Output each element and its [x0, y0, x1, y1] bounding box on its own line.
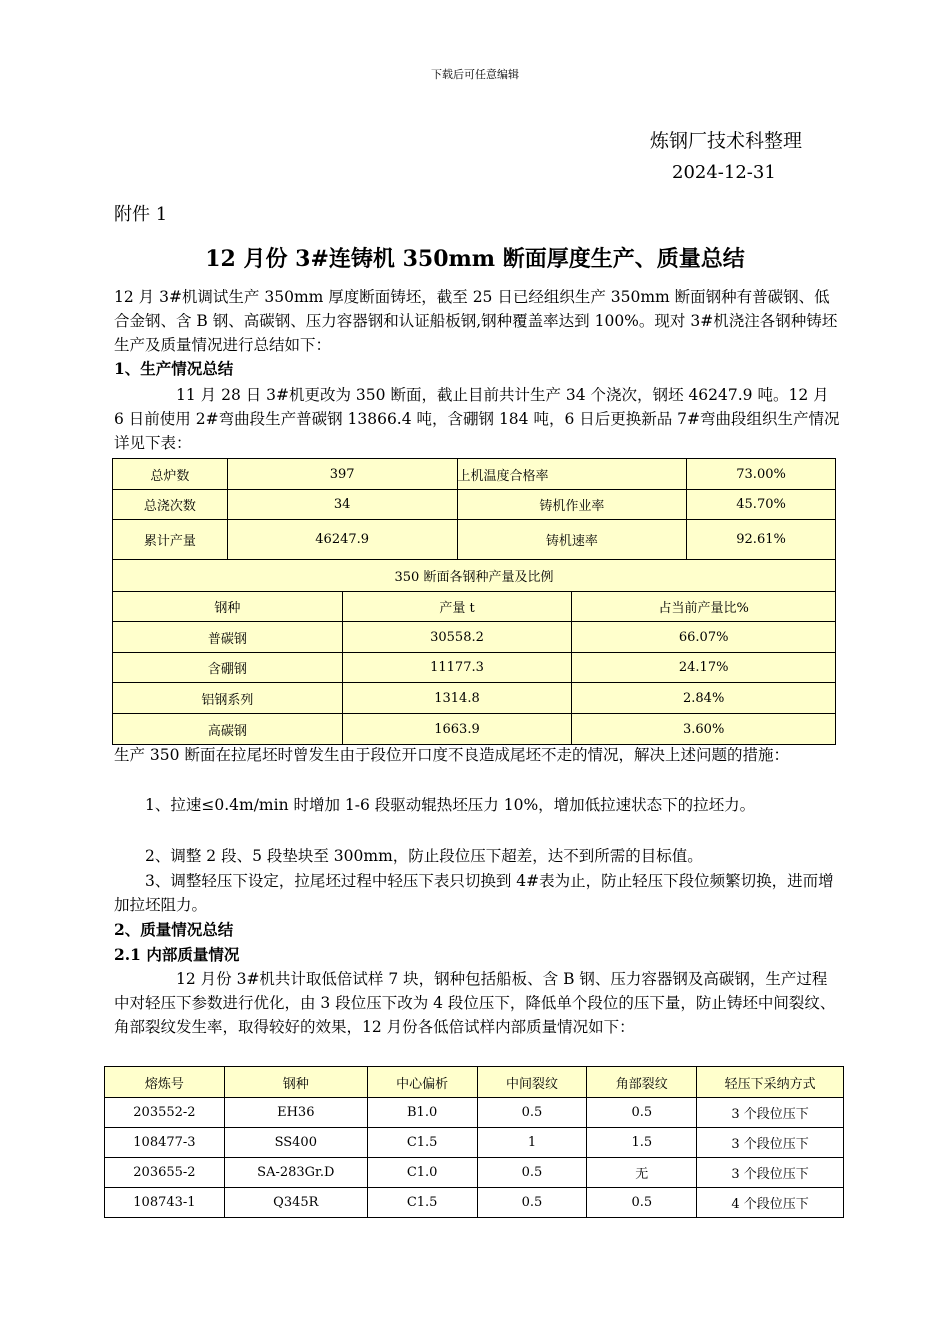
measure-2: 2、调整 2 段、5 段垫块至 300mm，防止段位压下超差，达不到所需的目标值。	[145, 847, 703, 865]
table-header-row	[105, 1067, 844, 1098]
grade-output: 1314.8	[342, 683, 572, 714]
section1-heading: 1、生产情况总结	[114, 359, 234, 378]
table-row	[113, 520, 836, 560]
stat-label: 总浇次数	[113, 490, 228, 520]
grade-output: 1663.9	[342, 714, 572, 745]
table-cell: 0.5	[477, 1188, 587, 1218]
table-cell: 0.5	[477, 1158, 587, 1188]
issue-paragraph: 生产 350 断面在拉尾坯时曾发生由于段位开口度不良造成尾坯不走的情况，解决上述问题的措施：	[114, 746, 789, 764]
author-line: 炼钢厂技术科整理	[650, 130, 803, 152]
production-table	[112, 458, 836, 745]
grade-name: 含硼钢	[113, 653, 343, 683]
grade-ratio: 2.84%	[572, 683, 836, 714]
column-header: 角部裂纹	[587, 1067, 697, 1098]
attachment-label: 附件 1	[114, 204, 168, 225]
grade-ratio: 24.17%	[572, 653, 836, 683]
table-row	[113, 560, 836, 592]
grade-name: 高碳钢	[113, 714, 343, 745]
column-header: 占当前产量比%	[572, 592, 836, 622]
table-row	[113, 490, 836, 520]
table-cell: C1.0	[367, 1158, 477, 1188]
grade-output: 11177.3	[342, 653, 572, 683]
column-header: 中心偏析	[367, 1067, 477, 1098]
document-title: 12 月份 3#连铸机 350mm 断面厚度生产、质量总结	[205, 246, 745, 272]
table-row	[113, 683, 836, 714]
table-cell: 108743-1	[105, 1188, 225, 1218]
column-header: 中间裂纹	[477, 1067, 587, 1098]
grade-name: 铝钢系列	[113, 683, 343, 714]
section21-heading: 2.1 内部质量情况	[114, 945, 240, 964]
table-row	[105, 1158, 844, 1188]
quality-table	[104, 1066, 844, 1218]
table-row	[113, 622, 836, 653]
table-cell: 0.5	[587, 1098, 697, 1128]
measure-1: 1、拉速≤0.4m/min 时增加 1-6 段驱动辊热坯压力 10%，增加低拉速状态下的拉坯力。	[145, 796, 756, 814]
column-header: 产量 t	[342, 592, 572, 622]
grade-name: 普碳钢	[113, 622, 343, 653]
table-cell: B1.0	[367, 1098, 477, 1128]
stat-label: 上机温度合格率	[457, 459, 687, 490]
table-cell: SS400	[224, 1128, 367, 1158]
table-row	[105, 1098, 844, 1128]
table-cell: C1.5	[367, 1128, 477, 1158]
stat-value: 397	[227, 459, 457, 490]
table-cell: 203552-2	[105, 1098, 225, 1128]
stat-value: 46247.9	[227, 520, 457, 560]
table-cell: 0.5	[477, 1098, 587, 1128]
section21-paragraph: 12 月份 3#机共计取低倍试样 7 块，钢种包括船板、含 B 钢、压力容器钢及高碳钢，生产过程中对轻压下参数进行优化，由 3 段位压下改为 4 段位压下，降低单个段位的压下量，防止铸坯中间裂纹、角部裂纹发生率，取得较好的效果，12 月份各低倍试样内部质量情况如下：	[114, 970, 836, 1036]
table-header-row	[113, 592, 836, 622]
stat-label: 累计产量	[113, 520, 228, 560]
table-cell: 0.5	[587, 1188, 697, 1218]
header-note: 下载后可任意编辑	[431, 68, 519, 81]
table-row	[113, 653, 836, 683]
table-cell: 3 个段位压下	[697, 1098, 844, 1128]
table-subtitle: 350 断面各钢种产量及比例	[113, 560, 836, 592]
section1-paragraph: 11 月 28 日 3#机更改为 350 断面，截止目前共计生产 34 个浇次，钢坯 46247.9 吨。12 月 6 日前使用 2#弯曲段生产普碳钢 13866.4 吨，含硼钢 184 吨，6 日后更换新品 7#弯曲段组织生产情况详见下表：	[114, 386, 840, 452]
grade-ratio: 3.60%	[572, 714, 836, 745]
table-row	[105, 1128, 844, 1158]
table-cell: SA-283Gr.D	[224, 1158, 367, 1188]
column-header: 钢种	[224, 1067, 367, 1098]
grade-ratio: 66.07%	[572, 622, 836, 653]
table-cell: 4 个段位压下	[697, 1188, 844, 1218]
stat-value: 34	[227, 490, 457, 520]
stat-label: 总炉数	[113, 459, 228, 490]
table-cell: 3 个段位压下	[697, 1158, 844, 1188]
table-cell: EH36	[224, 1098, 367, 1128]
table-cell: 3 个段位压下	[697, 1128, 844, 1158]
table-row	[113, 459, 836, 490]
table-cell: 1	[477, 1128, 587, 1158]
stat-label: 铸机速率	[457, 520, 687, 560]
section2-heading: 2、质量情况总结	[114, 920, 234, 939]
table-cell: 1.5	[587, 1128, 697, 1158]
intro-paragraph: 12 月 3#机调试生产 350mm 厚度断面铸坯，截至 25 日已经组织生产 350mm 断面钢种有普碳钢、低合金钢、含 B 钢、高碳钢、压力容器钢和认证船板钢,钢种覆盖率达到 100%。现对 3#机浇注各钢种铸坯生产及质量情况进行总结如下：	[114, 288, 838, 354]
grade-output: 30558.2	[342, 622, 572, 653]
stat-value: 45.70%	[687, 490, 836, 520]
table-cell: C1.5	[367, 1188, 477, 1218]
table-cell: 108477-3	[105, 1128, 225, 1158]
column-header: 轻压下采纳方式	[697, 1067, 844, 1098]
measure-3: 3、调整轻压下设定，拉尾坯过程中轻压下表只切换到 4#表为止，防止轻压下段位频繁切换，进而增加拉坯阻力。	[114, 872, 834, 914]
column-header: 熔炼号	[105, 1067, 225, 1098]
stat-value: 73.00%	[687, 459, 836, 490]
table-cell: 203655-2	[105, 1158, 225, 1188]
table-row	[105, 1188, 844, 1218]
column-header: 钢种	[113, 592, 343, 622]
table-cell: 无	[587, 1158, 697, 1188]
table-cell: Q345R	[224, 1188, 367, 1218]
table-row	[113, 714, 836, 745]
stat-value: 92.61%	[687, 520, 836, 560]
stat-label: 铸机作业率	[457, 490, 687, 520]
date-line: 2024-12-31	[672, 162, 776, 183]
